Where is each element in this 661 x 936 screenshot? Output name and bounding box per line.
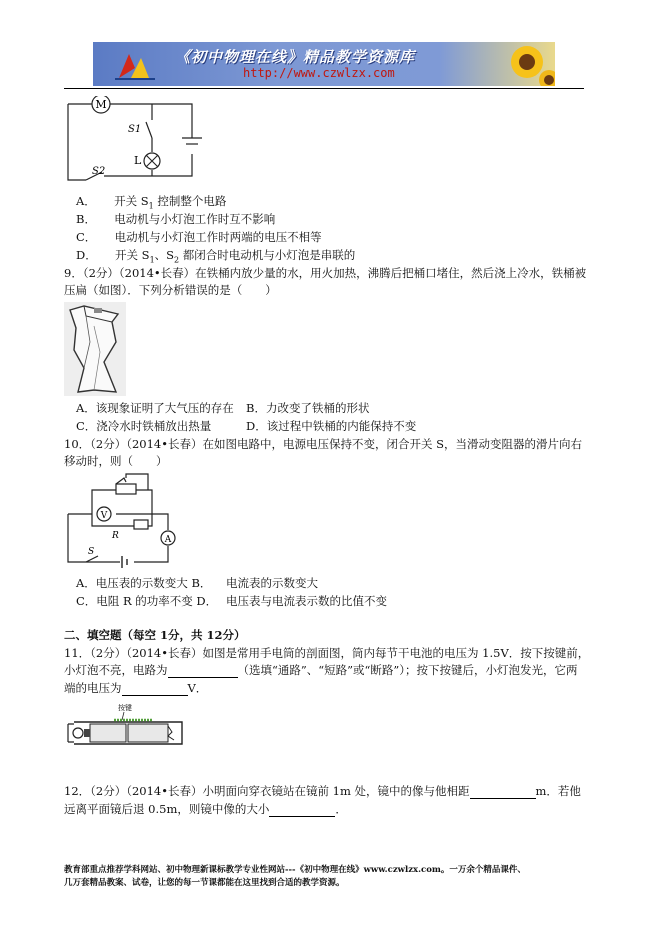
option-letter: D． <box>76 248 97 262</box>
option-sub: 2 <box>174 255 180 265</box>
q11-blank-2[interactable] <box>122 683 188 696</box>
sunflower-icon <box>501 42 555 86</box>
logo-icon <box>111 48 161 82</box>
q12-text: 远离平面镜后退 0.5m，则镜中像的大小 <box>64 802 270 816</box>
option-text: 、S <box>154 248 175 262</box>
q8-s2-label: S2 <box>92 166 106 177</box>
option-letter: C． <box>76 230 97 244</box>
q9-option-a[interactable]: A．该现象证明了大气压的存在 <box>76 401 234 415</box>
option-text: 都闭合时电动机与小灯泡是串联的 <box>179 248 356 262</box>
q11-text: 端的电压为 <box>64 681 122 695</box>
option-text: 开关 S <box>115 248 150 262</box>
q11-stem-line3 <box>64 680 207 696</box>
option-letter: B． <box>76 212 96 226</box>
header-rule <box>64 88 584 89</box>
header-banner <box>93 42 555 86</box>
q12-text: 12．（2分）（2014•长春）小明面向穿衣镜站在镜前 1m 处，镜中的像与他相距 <box>64 784 470 798</box>
banner-url[interactable]: http://www.czwlzx.com <box>243 66 395 80</box>
q12-stem-line1 <box>64 783 581 799</box>
q8-option-b[interactable] <box>76 211 275 227</box>
banner-title: 《初中物理在线》精品教学资源库 <box>175 48 416 66</box>
q10-option-a[interactable]: A．电压表的示数变大 B． <box>76 576 212 590</box>
q9-option-d[interactable]: D．该过程中铁桶的内能保持不变 <box>246 419 417 433</box>
q10-circuit-figure <box>64 472 184 570</box>
option-text: 控制整个电路 <box>153 194 227 208</box>
footer-line1: 教育部重点推荐学科网站、初中物理新课标教学专业性网站---《初中物理在线》www.czwlzx.com。一万余个精品课件、 <box>64 865 526 875</box>
q10-option-b[interactable]: 电流表的示数变大 <box>226 576 318 590</box>
q10-s-label: S <box>88 547 95 557</box>
q8-circuit-figure <box>64 96 224 192</box>
option-letter: A． <box>76 194 96 208</box>
section-title: 二、填空题（每空 1分，共 12分） <box>64 628 246 642</box>
q10-stem-line2: 移动时，则（ ） <box>64 454 168 468</box>
q11-text: V． <box>187 681 208 695</box>
q12-stem-line2 <box>64 801 347 817</box>
q10-stem-line1: 10．（2分）（2014•长春）在如图电路中，电源电压保持不变，闭合开关 S，当滑动变阻器的滑片向右 <box>64 437 583 451</box>
q8-s1-label: S1 <box>128 124 142 135</box>
q12-blank-1[interactable] <box>470 786 536 799</box>
q12-text: m．若他 <box>535 784 581 798</box>
option-text: 开关 S <box>114 194 149 208</box>
footer-line2: 几万套精品教案、试卷，让您的每一节课都能在这里找到合适的教学资源。 <box>64 878 345 888</box>
q10-r-label: R <box>112 531 119 541</box>
q9-option-b[interactable]: B．力改变了铁桶的形状 <box>246 401 370 415</box>
q10-option-d[interactable]: 电压表与电流表示数的比值不变 <box>226 594 387 608</box>
option-sub: 1 <box>149 255 155 265</box>
q12-blank-2[interactable] <box>269 804 335 817</box>
q12-text: ． <box>335 802 347 816</box>
q11-stem-line2 <box>64 662 578 678</box>
option-sub: 1 <box>148 201 154 211</box>
option-text: 电动机与小灯泡工作时互不影响 <box>114 212 276 226</box>
q11-button-label: 按键 <box>118 704 132 712</box>
q11-stem-line1: 11．（2分）（2014•长春）如图是常用手电筒的剖面图，筒内每节干电池的电压为 1.5V．按下按键前， <box>64 646 590 660</box>
q9-stem-line2: 压扁（如图）．下列分析错误的是（ ） <box>64 283 277 297</box>
q8-lamp-label: L <box>134 154 142 167</box>
q10-ammeter-label: A <box>164 535 172 545</box>
q8-motor-label: M <box>95 98 107 111</box>
q11-text: （选填“通路”、“短路”或“断路”）；按下按键后，小灯泡发光，它两 <box>237 663 578 677</box>
option-text: 电动机与小灯泡工作时两端的电压不相等 <box>114 230 322 244</box>
q9-option-c[interactable]: C．浇冷水时铁桶放出热量 <box>76 419 212 433</box>
q9-crushed-bucket-figure <box>64 302 126 396</box>
q11-text: 小灯泡不亮，电路为 <box>64 663 168 677</box>
q11-flashlight-figure <box>64 702 186 752</box>
q9-stem-line1: 9．（2分）（2014•长春）在铁桶内放少量的水，用火加热，沸腾后把桶口堵住，然后浇上冷水，铁桶被 <box>64 266 587 280</box>
q10-voltmeter-label: V <box>100 511 108 521</box>
q8-option-c[interactable] <box>76 229 322 245</box>
q11-blank-1[interactable] <box>168 665 238 678</box>
q10-option-c[interactable]: C．电阻 R 的功率不变 D． <box>76 594 218 608</box>
